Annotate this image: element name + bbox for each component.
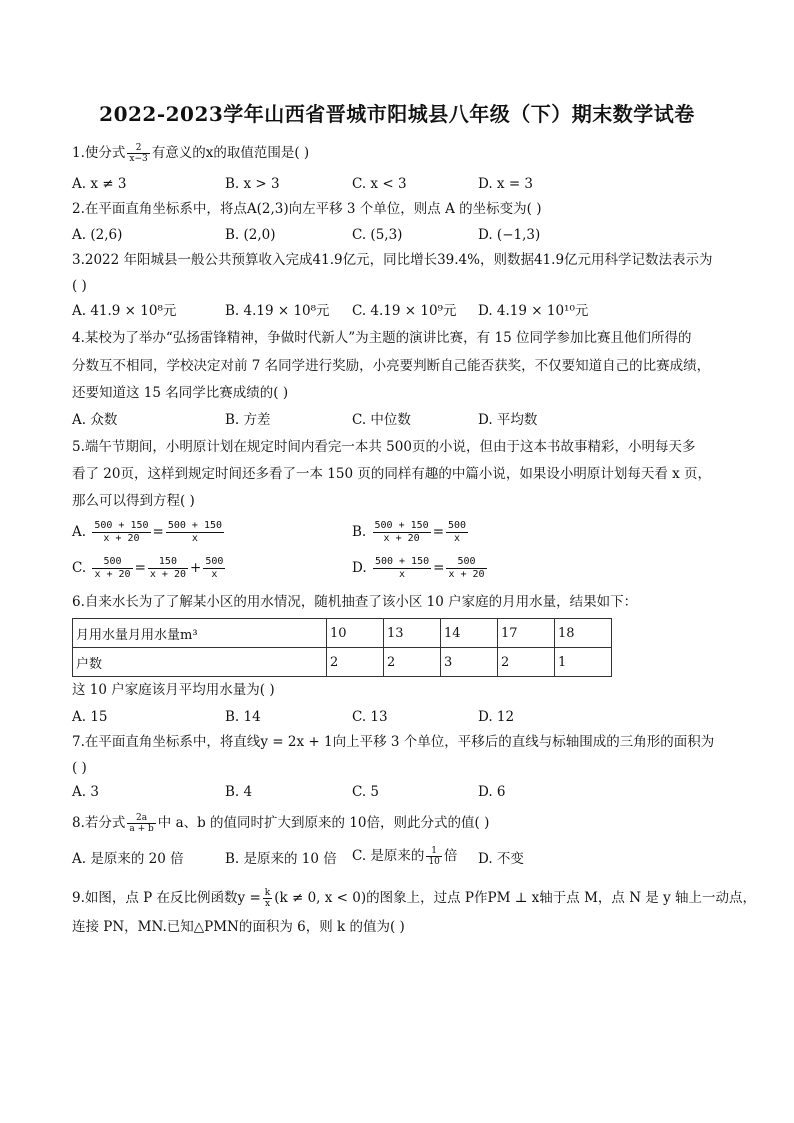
frac-den: x + 20 — [373, 532, 431, 545]
q2-option-c: C. (5,3) — [352, 227, 403, 243]
q5-d-right-frac — [446, 556, 486, 581]
question-4-line2: 分数互不相同，学校决定对前 7 名同学进行奖励，小亮要判断自己能否获奖，不仅要知道自己的比赛成绩， — [72, 358, 711, 374]
table-cell: 17 — [498, 619, 555, 648]
q5-option-b: B. $\frac{500 + 150}{x + 20}$ = $\frac{500}{x}$ — [352, 520, 467, 544]
q5-d-label: D. — [352, 560, 367, 576]
q8-c-suffix: 倍 — [443, 848, 458, 864]
q9-frac-den: x — [263, 898, 272, 909]
frac-den: x — [166, 532, 224, 545]
question-9-line2: 连接 PN，MN.已知△PMN的面积为 6，则 k 的值为( ) — [72, 919, 405, 935]
table-cell: 13 — [384, 619, 441, 648]
question-8 — [72, 813, 732, 834]
q5-b-label: B. — [352, 524, 367, 540]
q5-option-d: D. $\frac{500 + 150}{x}$ = $\frac{500}{x + 20}$ — [352, 556, 485, 580]
q8-option-b: B. 是原来的 10 倍 — [225, 851, 337, 867]
q8-prefix: 8.若分式 — [72, 815, 126, 831]
question-6-after: 这 10 户家庭该月平均用水量为( ) — [72, 682, 275, 698]
q1-suffix: 有意义的x的取值范围是( ) — [151, 145, 310, 161]
q7-option-a: A. 3 — [72, 784, 99, 800]
question-5-line2: 看了 20页，这样到规定时间还多看了一本 150 页的同样有趣的中篇小说，如果设小明原计划每天看 x 页， — [72, 466, 712, 482]
question-5-line1: 5.端午节期间，小明原计划在规定时间内看完一本共 500页的小说，但由于这本书故事精彩，小明每天多 — [72, 439, 696, 455]
q4-option-b: B. 方差 — [225, 412, 271, 428]
q3-option-a: A. 41.9 × 10⁸元 — [72, 303, 177, 319]
table-cell: 18 — [555, 619, 612, 648]
q1-prefix: 1.使分式 — [72, 145, 126, 161]
q6-option-d: D. 12 — [478, 709, 515, 725]
frac-den: x + 20 — [94, 569, 131, 580]
frac-num: 500 — [457, 556, 476, 567]
frac-num: 500 — [205, 556, 224, 567]
table-cell: 1 — [555, 648, 612, 677]
table-cell: 3 — [441, 648, 498, 677]
frac-num: 500 + 150 — [167, 520, 223, 531]
question-9 — [72, 888, 757, 909]
table-row — [73, 619, 612, 648]
q6-option-a: A. 15 — [72, 709, 108, 725]
exam-title: 2022-2023学年山西省晋城市阳城县八年级（下）期末数学试卷 — [99, 102, 695, 126]
q9-frac-num: k — [264, 888, 271, 898]
frac-den: x — [203, 568, 225, 581]
q4-option-c: C. 中位数 — [352, 412, 411, 428]
q1-option-c: C. x < 3 — [352, 176, 407, 192]
table-cell: 10 — [327, 619, 384, 648]
frac-num: 150 — [158, 556, 177, 567]
q1-frac-num: 2 — [135, 143, 142, 153]
q8-option-c — [352, 846, 457, 867]
q2-option-a: A. (2,6) — [72, 227, 123, 243]
question-3: 3.2022 年阳城县一般公共预算收入完成41.9亿元，同比增长39.4%，则数据41.9亿元用科学记数法表示为 — [72, 252, 713, 268]
q3-option-d: D. 4.19 × 10¹⁰元 — [478, 303, 589, 319]
frac-num: 500 + 150 — [94, 520, 149, 531]
q5-option-c: C. $\frac{500}{x + 20}$ = $\frac{150}{x + 20}$ + $\frac{500}{x}$ — [72, 556, 224, 580]
q6-option-b: B. 14 — [225, 709, 261, 725]
frac-den: x + 20 — [92, 532, 150, 545]
q8-fraction — [127, 813, 155, 834]
q3-option-c: C. 4.19 × 10⁹元 — [352, 303, 457, 319]
q5-b-right-frac — [446, 520, 468, 545]
frac-num: 500 — [103, 556, 122, 567]
frac-den: 10 — [428, 857, 440, 867]
q1-fraction — [127, 143, 149, 164]
water-usage-table — [72, 618, 612, 677]
q2-option-b: B. (2,0) — [225, 227, 276, 243]
q7-option-c: C. 5 — [352, 784, 380, 800]
q8-frac-den: a + b — [129, 824, 154, 834]
table-row — [73, 648, 612, 677]
q8-option-d: D. 不变 — [478, 851, 524, 867]
q1-option-b: B. x > 3 — [225, 176, 280, 192]
q8-option-a: A. 是原来的 20 倍 — [72, 851, 184, 867]
q2-option-d: D. (−1,3) — [478, 227, 541, 243]
q7-option-b: B. 4 — [225, 784, 253, 800]
q7-option-d: D. 6 — [478, 784, 506, 800]
frac-den: x — [446, 532, 468, 545]
question-1 — [72, 143, 732, 164]
frac-den: x + 20 — [149, 569, 186, 580]
q5-d-left-frac — [373, 556, 431, 581]
q5-a-left-frac — [92, 520, 150, 545]
q5-b-left-frac — [373, 520, 431, 545]
q1-frac-den: x−3 — [129, 154, 148, 164]
question-4-line1: 4.某校为了举办“弘扬雷锋精神，争做时代新人”为主题的演讲比赛，有 15 位同学参加比赛且他们所得的 — [72, 330, 692, 346]
question-4-line3: 还要知道这 15 名同学比赛成绩的( ) — [72, 385, 289, 401]
q8-c-fraction — [426, 846, 441, 867]
q8-frac-num: 2a — [136, 813, 148, 823]
q9-fraction — [263, 888, 272, 909]
table-cell: 14 — [441, 619, 498, 648]
q5-c-label: C. — [72, 560, 87, 576]
question-6: 6.自来水长为了了解某小区的用水情况，随机抽查了该小区 10 户家庭的月用水量，结果如下： — [72, 594, 638, 610]
q9-prefix: 9.如图，点 P 在反比例函数y = — [72, 890, 261, 906]
q8-suffix: 中 a、b 的值同时扩大到原来的 10倍，则此分式的值( ) — [157, 815, 490, 831]
table-cell: 2 — [384, 648, 441, 677]
q5-a-right-frac — [166, 520, 224, 545]
q8-c-prefix: C. 是原来的 — [352, 848, 425, 864]
question-2: 2.在平面直角坐标系中，将点A(2,3)向左平移 3 个单位，则点 A 的坐标变为( ) — [72, 201, 542, 217]
q3-option-b: B. 4.19 × 10⁸元 — [225, 303, 330, 319]
q5-c-frac-3 — [203, 556, 225, 581]
frac-num: 500 + 150 — [374, 520, 429, 531]
q4-option-d: D. 平均数 — [478, 412, 538, 428]
frac-num: 500 — [448, 520, 467, 531]
frac-num: 1 — [431, 846, 438, 856]
q1-option-a: A. x ≠ 3 — [72, 176, 127, 192]
q5-c-frac-1 — [92, 556, 132, 581]
question-7-paren: ( ) — [72, 760, 87, 776]
q5-option-a: A. $\frac{500 + 150}{x + 20}$ = $\frac{500 + 150}{x}$ — [72, 520, 223, 544]
question-5-line3: 那么可以得到方程( ) — [72, 493, 195, 509]
q4-option-a: A. 众数 — [72, 412, 118, 428]
table-cell: 2 — [327, 648, 384, 677]
frac-den: x + 20 — [448, 569, 485, 580]
table-header-households: 户数 — [73, 648, 327, 677]
q9-suffix: (k ≠ 0, x < 0)的图象上，过点 P作PM ⊥ x轴于点 M，点 N 是 y 轴上一动点， — [274, 890, 757, 906]
frac-den: x — [373, 568, 431, 581]
table-header-usage: 月用水量月用水量m³ — [73, 619, 327, 648]
q6-option-c: C. 13 — [352, 709, 388, 725]
table-cell: 2 — [498, 648, 555, 677]
q5-c-frac-2 — [148, 556, 188, 581]
q5-a-label: A. — [72, 524, 87, 540]
frac-num: 500 + 150 — [374, 556, 430, 567]
question-3-paren: ( ) — [72, 278, 87, 294]
q1-option-d: D. x = 3 — [478, 176, 534, 192]
question-7: 7.在平面直角坐标系中，将直线y = 2x + 1向上平移 3 个单位，平移后的直线与标轴围成的三角形的面积为 — [72, 734, 715, 750]
